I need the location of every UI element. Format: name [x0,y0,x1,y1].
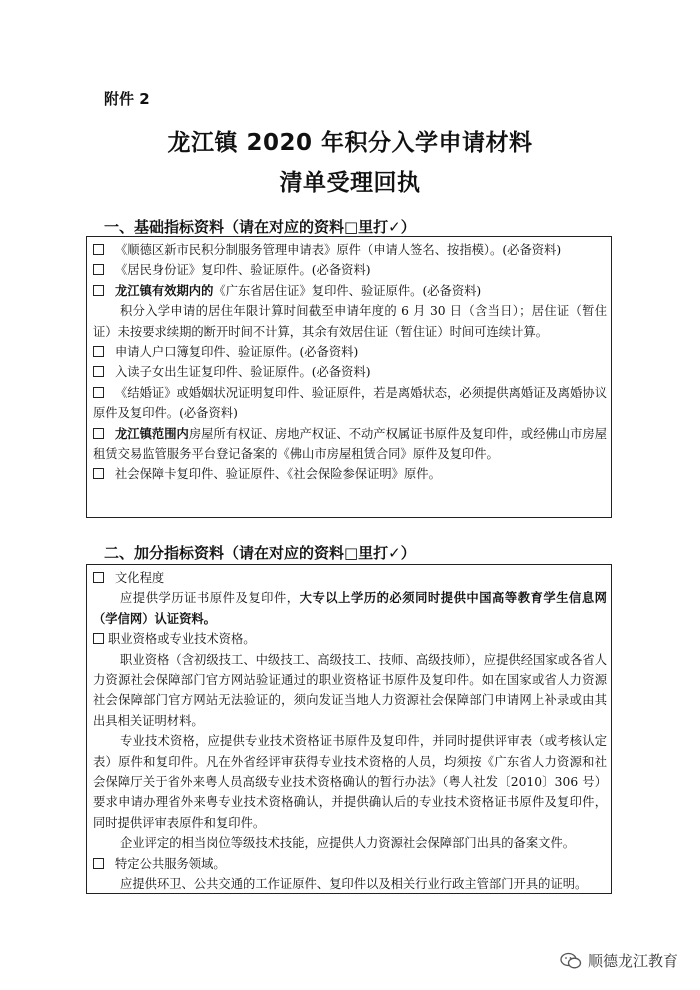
list-item: 职业资格或专业技术资格。 [93,629,607,649]
list-item: 《居民身份证》复印件、验证原件。(必备资料) [93,260,607,280]
checkbox[interactable] [93,633,104,644]
list-item: 社会保障卡复印件、验证原件、《社会保险参保证明》原件。 [93,464,607,484]
wechat-icon [560,952,582,970]
checkbox[interactable] [93,468,104,479]
list-item: 龙江镇有效期内的《广东省居住证》复印件、验证原件。(必备资料) [93,281,607,301]
attachment-label: 附件 2 [104,90,150,108]
checkbox[interactable] [93,572,104,583]
checkbox[interactable] [93,264,104,275]
section1-checklist [86,236,612,518]
document-subtitle: 清单受理回执 [279,170,421,196]
watermark-text: 顺德龙江教育 [587,952,678,970]
list-note: 应提供学历证书原件及复印件，大专以上学历的必须同时提供中国高等教育学生信息网（学信网）认证资料。 [93,590,607,626]
checkbox[interactable] [93,428,104,439]
list-item: 文化程度 [93,568,607,588]
list-item: 特定公共服务领域。 [93,854,607,874]
section1-heading: 一、基础指标资料（请在对应的资料□里打✓） [104,218,416,236]
list-item: 入读子女出生证复印件、验证原件。(必备资料) [93,362,607,382]
list-note: 专业技术资格，应提供专业技术资格证书原件及复印件，并同时提供评审表（或考核认定表）原件和复印件。凡在外省经评审获得专业技术资格的人员，均须按《广东省人力资源和社会保障厅关于省外来粤人员高级专业技术资格确认的暂行办法》（粤人社发〔2010〕306 号）要求申请办理省外来粤专业技术资格确认，并提供确认后的专业技术资格证书原件及复印件，同时提供评审表原件和复印件。 [93,734,607,830]
list-note: 企业评定的相当岗位等级技术技能，应提供人力资源社会保障部门出具的备案文件。 [120,836,576,851]
section2-checklist [86,564,612,894]
checkbox[interactable] [93,387,104,398]
list-note: 积分入学申请的居住年限计算时间截至申请年度的 6 月 30 日（含当日）；居住证（暂住证）未按要求续期的断开时间不计算，其余有效居住证（暂住证）时间可连续计算。 [93,304,607,339]
list-item: 《结婚证》或婚姻状况证明复印件、验证原件，若是离婚状态，必须提供离婚证及离婚协议原件及复印件。(必备资料) [93,385,607,421]
checkbox[interactable] [93,366,104,377]
checkbox[interactable] [93,346,104,357]
checkbox[interactable] [93,244,104,255]
list-item: 申请人户口簿复印件、验证原件。(必备资料) [93,342,607,362]
checkbox[interactable] [93,285,104,296]
list-note: 应提供环卫、公共交通的工作证原件、复印件以及相关行业行政主管部门开具的证明。 [120,877,588,892]
checkbox[interactable] [93,858,104,869]
list-note: 职业资格（含初级技工、中级技工、高级技工、技师、高级技师），应提供经国家或各省人力资源社会保障部门官方网站验证通过的职业资格证书原件及复印件。如在国家或省人力资源社会保障部门官方网站无法验证的，须向发证当地人力资源社会保障部门申请网上补录或由其出具相关证明材料。 [93,652,607,728]
watermark [560,950,678,971]
list-item: 《顺德区新市民积分制服务管理申请表》原件（申请人签名、按指模）。(必备资料) [93,240,607,260]
document-title: 龙江镇 2020 年积分入学申请材料 [167,130,533,156]
list-item: 龙江镇范围内房屋所有权证、房地产权证、不动产权属证书原件及复印件，或经佛山市房屋租赁交易监管服务平台登记备案的《佛山市房屋租赁合同》原件及复印件。 [93,425,607,462]
section2-heading: 二、加分指标资料（请在对应的资料□里打✓） [104,544,416,562]
